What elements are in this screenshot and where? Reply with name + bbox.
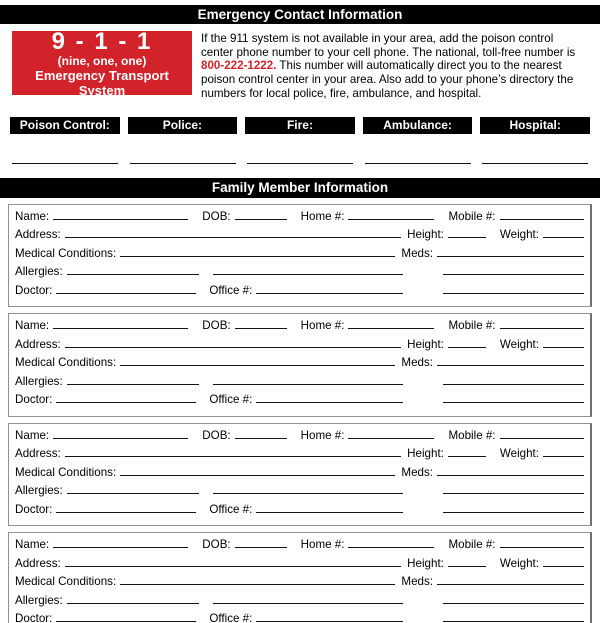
member-row-allergies xyxy=(15,594,584,613)
name-fill-line[interactable] xyxy=(53,429,188,439)
contact-label-fire: Fire: xyxy=(245,117,355,134)
meds-fill-line[interactable] xyxy=(437,466,584,476)
member-row-medical xyxy=(15,356,584,375)
member-row-medical xyxy=(15,247,584,266)
police-fill-cell xyxy=(128,162,238,165)
medical-conditions-fill-line[interactable] xyxy=(120,466,395,476)
dob-fill-line[interactable] xyxy=(235,319,287,329)
meds-label: Meds: xyxy=(401,465,433,479)
weight-label: Weight: xyxy=(499,447,539,461)
home-phone-label: Home #: xyxy=(300,319,345,333)
meds-continuation-fill-line-2[interactable] xyxy=(443,284,584,294)
doctor-fill-line[interactable] xyxy=(56,284,196,294)
mobile-phone-fill-line[interactable] xyxy=(500,538,584,548)
meds-label: Meds: xyxy=(401,575,433,589)
address-fill-line[interactable] xyxy=(65,557,401,567)
ambulance-fill-line[interactable] xyxy=(365,162,471,164)
allergies-label: Allergies: xyxy=(15,484,63,498)
name-label: Name: xyxy=(15,319,50,333)
poison-note-text-before: If the 911 system is not available in your area, add the poison control center phone number to your cell phone. The national, toll-free number is xyxy=(201,32,576,59)
height-fill-line[interactable] xyxy=(448,338,486,348)
meds-fill-line[interactable] xyxy=(437,247,584,257)
office-phone-label: Office #: xyxy=(209,502,253,516)
poison-control-note xyxy=(201,31,588,101)
fire-fill-cell xyxy=(245,162,355,165)
height-fill-line[interactable] xyxy=(448,557,486,567)
member-row-allergies xyxy=(15,265,584,284)
doctor-label: Doctor: xyxy=(15,283,53,297)
doctor-fill-line[interactable] xyxy=(56,503,196,513)
allergies-extra-fill-line[interactable] xyxy=(213,484,403,494)
allergies-fill-line[interactable] xyxy=(67,594,199,604)
height-fill-line[interactable] xyxy=(448,447,486,457)
contact-label-poison-control: Poison Control: xyxy=(10,117,120,134)
contact-label-hospital: Hospital: xyxy=(480,117,590,134)
doctor-label: Doctor: xyxy=(15,393,53,407)
dob-fill-line[interactable] xyxy=(235,538,287,548)
meds-continuation-fill-line[interactable] xyxy=(443,594,584,604)
name-fill-line[interactable] xyxy=(53,210,188,220)
mobile-phone-label: Mobile #: xyxy=(448,209,496,223)
address-fill-line[interactable] xyxy=(65,228,401,238)
police-fill-line[interactable] xyxy=(130,162,236,164)
contact-label-ambulance: Ambulance: xyxy=(363,117,473,134)
meds-label: Meds: xyxy=(401,246,433,260)
height-fill-line[interactable] xyxy=(448,228,486,238)
medical-conditions-fill-line[interactable] xyxy=(120,356,395,366)
mobile-phone-label: Mobile #: xyxy=(448,428,496,442)
member-row-address xyxy=(15,447,584,466)
poison-note-text-after: This number will automatically direct you to the nearest poison control center in your area. Also add to your phone’s directory the numbers for local police, fire, ambulance, and hospital. xyxy=(201,59,574,100)
dob-label: DOB: xyxy=(202,538,231,552)
911-pronunciation: (nine, one, one) xyxy=(57,53,147,68)
meds-continuation-fill-line-2[interactable] xyxy=(443,393,584,403)
contact-label-police: Police: xyxy=(128,117,238,134)
address-fill-line[interactable] xyxy=(65,447,401,457)
member-row-allergies xyxy=(15,375,584,394)
meds-continuation-fill-line[interactable] xyxy=(443,484,584,494)
home-phone-label: Home #: xyxy=(300,428,345,442)
member-box xyxy=(8,532,592,623)
family-member-header: Family Member Information xyxy=(0,178,600,198)
allergies-label: Allergies: xyxy=(15,374,63,388)
doctor-fill-line[interactable] xyxy=(56,393,196,403)
weight-fill-line[interactable] xyxy=(543,338,584,348)
office-phone-label: Office #: xyxy=(209,283,253,297)
office-phone-label: Office #: xyxy=(209,393,253,407)
address-fill-line[interactable] xyxy=(65,338,401,348)
weight-label: Weight: xyxy=(499,337,539,351)
allergies-fill-line[interactable] xyxy=(67,265,199,275)
family-member-boxes xyxy=(8,204,592,623)
dob-label: DOB: xyxy=(202,209,231,223)
weight-fill-line[interactable] xyxy=(543,557,584,567)
home-phone-fill-line[interactable] xyxy=(348,210,434,220)
meds-label: Meds: xyxy=(401,356,433,370)
weight-fill-line[interactable] xyxy=(543,228,584,238)
member-row-address xyxy=(15,557,584,576)
poison-control-phone-number: 800-222-1222. xyxy=(201,59,277,73)
medical-conditions-label: Medical Conditions: xyxy=(15,246,117,260)
emergency-contact-fill-lines-row xyxy=(10,162,590,165)
member-row-doctor xyxy=(15,503,584,522)
allergies-extra-fill-line[interactable] xyxy=(213,594,403,604)
mobile-phone-label: Mobile #: xyxy=(448,319,496,333)
emergency-contact-header: Emergency Contact Information xyxy=(0,5,600,24)
medical-conditions-label: Medical Conditions: xyxy=(15,575,117,589)
meds-continuation-fill-line-2[interactable] xyxy=(443,503,584,513)
poison-control-fill-line[interactable] xyxy=(12,162,118,164)
member-row-doctor xyxy=(15,393,584,412)
fire-fill-line[interactable] xyxy=(247,162,353,164)
911-badge xyxy=(12,27,192,98)
member-box xyxy=(8,313,592,417)
medical-conditions-fill-line[interactable] xyxy=(120,247,395,257)
office-phone-fill-line[interactable] xyxy=(256,503,403,513)
member-row-name xyxy=(15,429,584,448)
home-phone-fill-line[interactable] xyxy=(348,538,434,548)
office-phone-fill-line[interactable] xyxy=(256,393,403,403)
height-label: Height: xyxy=(407,447,444,461)
member-row-medical xyxy=(15,466,584,485)
weight-label: Weight: xyxy=(499,228,539,242)
mobile-phone-fill-line[interactable] xyxy=(500,429,584,439)
home-phone-fill-line[interactable] xyxy=(348,319,434,329)
name-label: Name: xyxy=(15,428,50,442)
medical-conditions-label: Medical Conditions: xyxy=(15,465,117,479)
name-fill-line[interactable] xyxy=(53,538,188,548)
medical-conditions-fill-line[interactable] xyxy=(120,575,395,585)
intro-section xyxy=(12,27,588,101)
member-box xyxy=(8,423,592,527)
height-label: Height: xyxy=(407,228,444,242)
height-label: Height: xyxy=(407,337,444,351)
member-row-name xyxy=(15,538,584,557)
doctor-fill-line[interactable] xyxy=(56,612,196,622)
height-label: Height: xyxy=(407,556,444,570)
member-row-address xyxy=(15,338,584,357)
meds-continuation-fill-line[interactable] xyxy=(443,375,584,385)
home-phone-label: Home #: xyxy=(300,209,345,223)
address-label: Address: xyxy=(15,228,61,242)
doctor-label: Doctor: xyxy=(15,612,53,623)
weight-fill-line[interactable] xyxy=(543,447,584,457)
name-fill-line[interactable] xyxy=(53,319,188,329)
home-phone-label: Home #: xyxy=(300,538,345,552)
office-phone-fill-line[interactable] xyxy=(256,284,403,294)
mobile-phone-fill-line[interactable] xyxy=(500,210,584,220)
home-phone-fill-line[interactable] xyxy=(348,429,434,439)
allergies-fill-line[interactable] xyxy=(67,484,199,494)
name-label: Name: xyxy=(15,209,50,223)
member-row-name xyxy=(15,319,584,338)
dob-fill-line[interactable] xyxy=(235,210,287,220)
mobile-phone-label: Mobile #: xyxy=(448,538,496,552)
meds-fill-line[interactable] xyxy=(437,575,584,585)
name-label: Name: xyxy=(15,538,50,552)
dob-label: DOB: xyxy=(202,319,231,333)
ambulance-fill-cell xyxy=(363,162,473,165)
doctor-label: Doctor: xyxy=(15,502,53,516)
allergies-label: Allergies: xyxy=(15,593,63,607)
member-row-allergies xyxy=(15,484,584,503)
allergies-label: Allergies: xyxy=(15,265,63,279)
dob-fill-line[interactable] xyxy=(235,429,287,439)
medical-conditions-label: Medical Conditions: xyxy=(15,356,117,370)
poison-control-fill-cell xyxy=(10,162,120,165)
weight-label: Weight: xyxy=(499,556,539,570)
office-phone-label: Office #: xyxy=(209,612,253,623)
address-label: Address: xyxy=(15,556,61,570)
member-row-address xyxy=(15,228,584,247)
allergies-extra-fill-line[interactable] xyxy=(213,375,403,385)
member-row-doctor xyxy=(15,612,584,623)
911-number: 9 - 1 - 1 xyxy=(51,27,153,55)
office-phone-fill-line[interactable] xyxy=(256,612,403,622)
emergency-contact-labels-row xyxy=(10,117,590,134)
mobile-phone-fill-line[interactable] xyxy=(500,319,584,329)
allergies-fill-line[interactable] xyxy=(67,375,199,385)
member-row-name xyxy=(15,210,584,229)
address-label: Address: xyxy=(15,337,61,351)
member-row-medical xyxy=(15,575,584,594)
meds-continuation-fill-line-2[interactable] xyxy=(443,612,584,622)
allergies-extra-fill-line[interactable] xyxy=(213,265,403,275)
address-label: Address: xyxy=(15,447,61,461)
meds-continuation-fill-line[interactable] xyxy=(443,265,584,275)
member-row-doctor xyxy=(15,284,584,303)
hospital-fill-line[interactable] xyxy=(482,162,588,164)
dob-label: DOB: xyxy=(202,428,231,442)
meds-fill-line[interactable] xyxy=(437,356,584,366)
hospital-fill-cell xyxy=(480,162,590,165)
member-box xyxy=(8,204,592,308)
911-caption: Emergency Transport System xyxy=(35,67,169,98)
